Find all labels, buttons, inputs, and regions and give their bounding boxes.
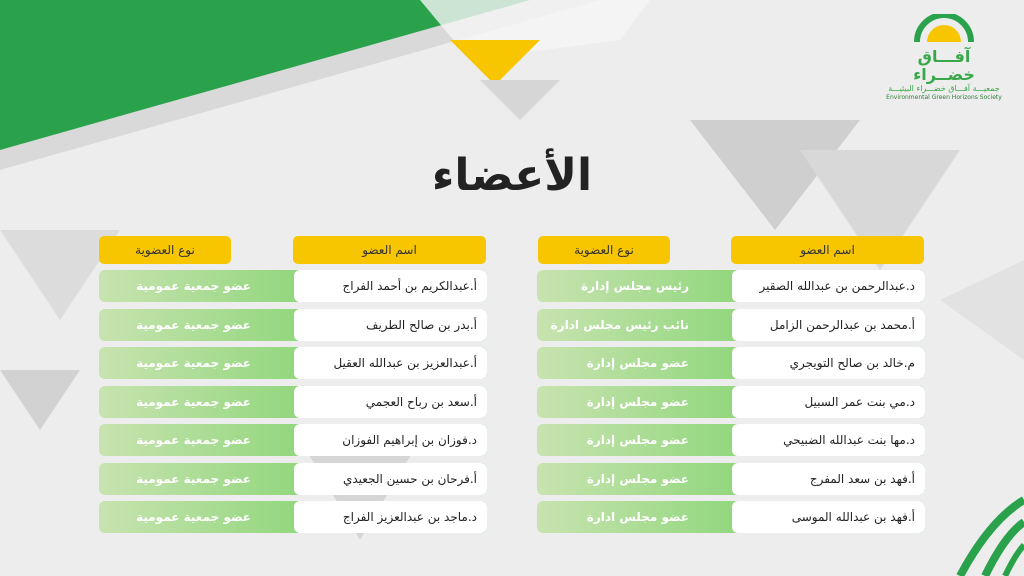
left-table-row	[99, 463, 487, 495]
right-table-membership-type: عضو مجلس إدارة	[586, 433, 689, 447]
left-table-row	[99, 270, 487, 302]
right-table-member-name: أ.فهد بن سعد المفرج	[732, 463, 925, 495]
left-table-member-name: د.فوزان بن إبراهيم الفوزان	[294, 424, 487, 456]
right-table-row	[537, 424, 925, 456]
left-table-row	[99, 347, 487, 379]
right-table-member-name: أ.فهد بن عبدالله الموسى	[732, 501, 925, 533]
right-table-member-name: د.مها بنت عبدالله الضبيحي	[732, 424, 925, 456]
right-name-header: اسم العضو	[731, 236, 924, 264]
right-table-membership-type: نائب رئيس مجلس ادارة	[550, 317, 689, 332]
right-table-row	[537, 501, 925, 533]
right-table-row	[537, 309, 925, 341]
page-title: الأعضاء	[431, 150, 593, 201]
left-table-member-name: د.ماجد بن عبدالعزيز الفراج	[294, 501, 487, 533]
left-table-row	[99, 386, 487, 418]
logo-arc-icon	[909, 14, 979, 44]
left-table-membership-type: عضو جمعية عمومية	[136, 317, 251, 332]
left-table-member-name: أ.فرحان بن حسين الجعيدي	[294, 463, 487, 495]
left-table-membership-type: عضو جمعية عمومية	[136, 510, 251, 524]
logo	[884, 14, 1004, 102]
left-name-header: اسم العضو	[293, 236, 486, 264]
right-table-member-name: أ.محمد بن عبدالرحمن الزامل	[732, 309, 925, 341]
right-table-membership-type: رئيس مجلس إدارة	[581, 279, 689, 293]
right-table-membership-type: عضو مجلس ادارة	[586, 510, 689, 524]
left-table-membership-type: عضو جمعية عمومية	[136, 471, 251, 486]
right-table-row	[537, 463, 925, 495]
right-type-header: نوع العضوية	[538, 236, 670, 264]
right-table-member-name: م.خالد بن صالح التويجري	[732, 347, 925, 379]
left-table-member-name: أ.عبدالعزيز بن عبدالله العقيل	[294, 347, 487, 379]
right-table-row	[537, 270, 925, 302]
logo-arabic-sub: جمعيـــة آفـــاق خضـــراء البيئيـــة	[888, 84, 1000, 93]
logo-english-name: Environmental Green Horizons Society	[886, 94, 1002, 101]
left-table-row	[99, 424, 487, 456]
left-table-membership-type: عضو جمعية عمومية	[136, 356, 251, 370]
right-table-membership-type: عضو مجلس إدارة	[586, 394, 689, 409]
logo-arabic-name: آفـــاق خضــراء	[913, 47, 975, 84]
left-table-membership-type: عضو جمعية عمومية	[136, 394, 251, 409]
right-table-row	[537, 386, 925, 418]
right-table-row	[537, 347, 925, 379]
left-table-member-name: أ.بدر بن صالح الطريف	[294, 309, 487, 341]
left-table-membership-type: عضو جمعية عمومية	[136, 279, 251, 293]
left-table-member-name: أ.عبدالكريم بن أحمد الفراج	[294, 270, 487, 302]
left-table-member-name: أ.سعد بن رباح العجمي	[294, 386, 487, 418]
left-table-row	[99, 309, 487, 341]
left-table-membership-type: عضو جمعية عمومية	[136, 433, 251, 447]
right-table-membership-type: عضو مجلس إدارة	[586, 356, 689, 370]
right-table-member-name: د.عبدالرحمن بن عبدالله الصقير	[732, 270, 925, 302]
left-type-header: نوع العضوية	[99, 236, 231, 264]
left-table-row	[99, 501, 487, 533]
right-table-member-name: د.مي بنت عمر السبيل	[732, 386, 925, 418]
right-table-membership-type: عضو مجلس إدارة	[586, 471, 689, 486]
